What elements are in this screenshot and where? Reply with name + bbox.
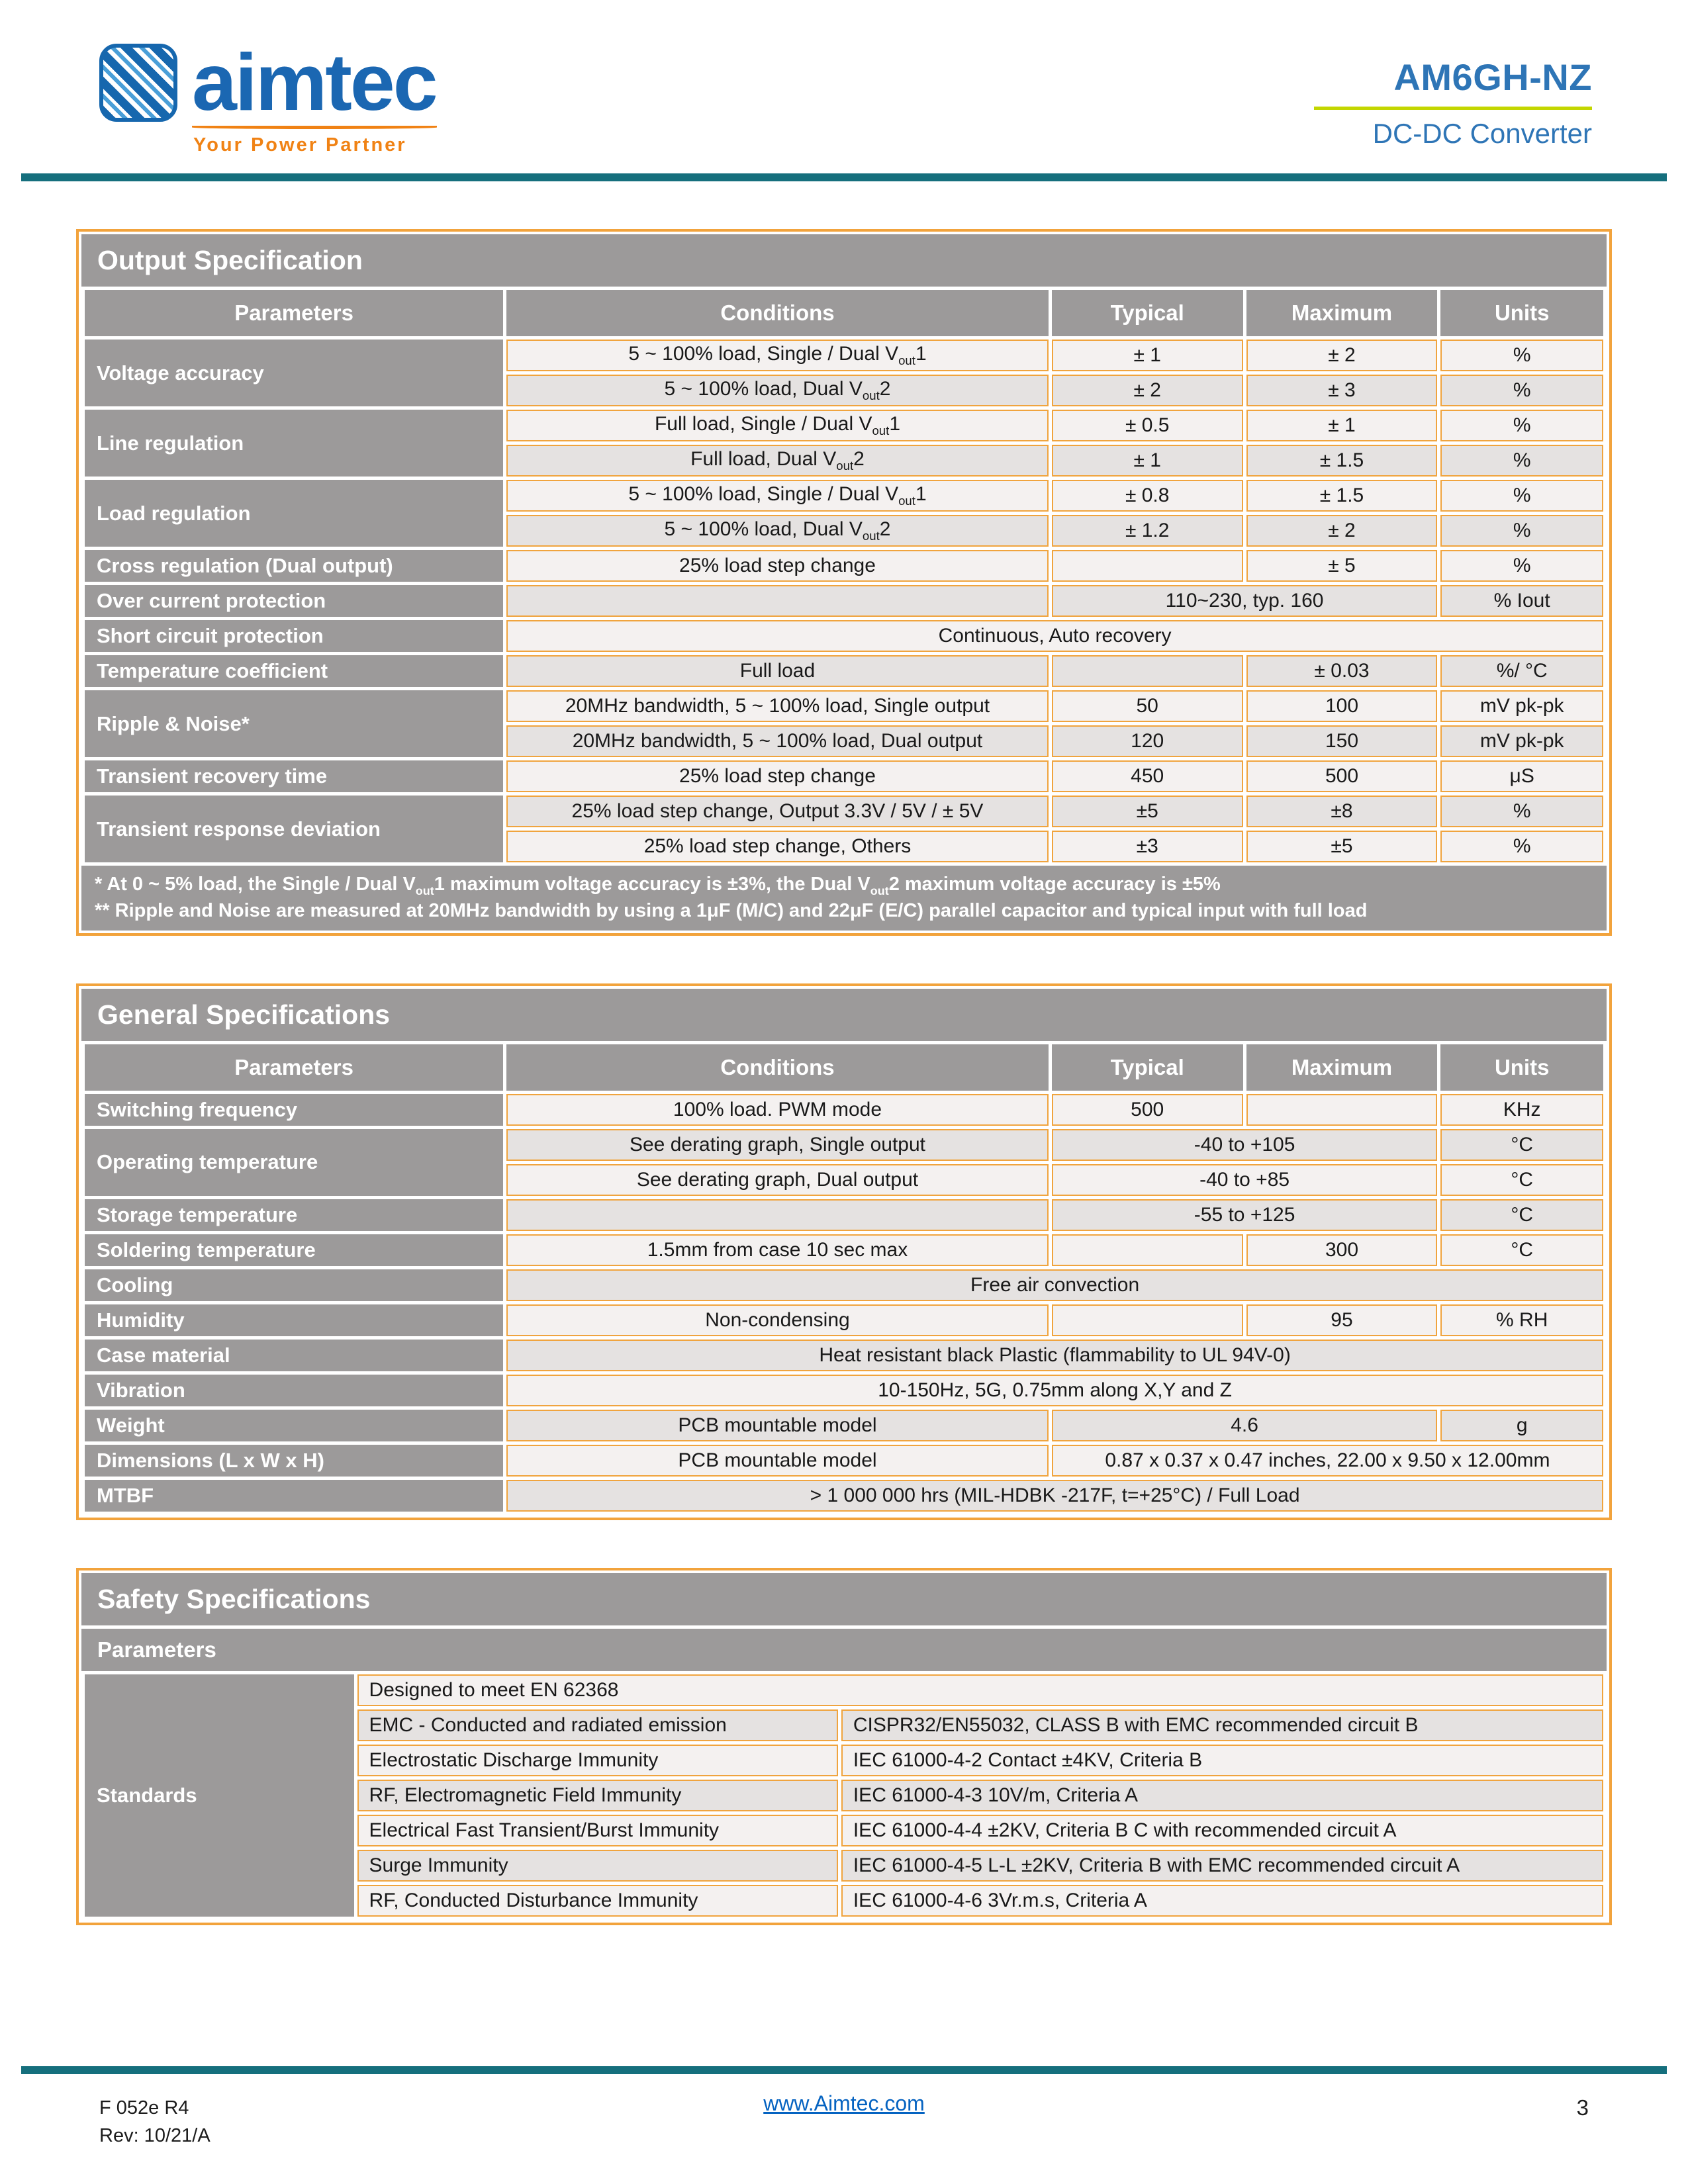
condition-cell: 25% load step change [506, 760, 1049, 792]
maximum-cell: ± 5 [1246, 550, 1438, 582]
header-divider [21, 173, 1667, 181]
table-row [85, 1410, 1603, 1441]
units-cell: % [1440, 410, 1603, 441]
value-cell: Free air convection [506, 1269, 1603, 1301]
param-line-regulation: Line regulation [85, 410, 503, 477]
units-cell: °C [1440, 1129, 1603, 1161]
typical-cell: ± 1 [1052, 340, 1243, 371]
typical-cell [1052, 1234, 1243, 1266]
product-model: AM6GH-NZ [1393, 56, 1592, 98]
col-header-typical: Typical [1052, 290, 1243, 336]
page-header [0, 0, 1688, 156]
param-switching-frequency: Switching frequency [85, 1094, 503, 1126]
value-cell: Continuous, Auto recovery [506, 620, 1603, 652]
standard-value-cell: IEC 61000-4-5 L-L ±2KV, Criteria B with EMC recommended circuit A [841, 1850, 1603, 1882]
doc-number: F 052e R4 [99, 2097, 189, 2118]
condition-cell: 20MHz bandwidth, 5 ~ 100% load, Single output [506, 690, 1049, 722]
units-cell: % [1440, 375, 1603, 406]
units-cell: % [1440, 445, 1603, 477]
condition-cell: 25% load step change, Output 3.3V / 5V / ± 5V [506, 796, 1049, 827]
param-dimensions: Dimensions (L x W x H) [85, 1445, 503, 1477]
maximum-cell: ±5 [1246, 831, 1438, 862]
aimtec-logo-icon [99, 44, 177, 122]
standard-cell: Surge Immunity [357, 1850, 838, 1882]
param-short-circuit-protection: Short circuit protection [85, 620, 503, 652]
footnote-1: * At 0 ~ 5% load, the Single / Dual $V_{out}1$ maximum voltage accuracy is ±3%, the Dual $V_{out}2$ maximum voltage accuracy is ±5% [95, 874, 1221, 897]
param-over-current-protection: Over current protection [85, 585, 503, 617]
table-row [85, 480, 1603, 512]
document-info [99, 2094, 211, 2150]
header-row [85, 1044, 1603, 1091]
aimtec-logo [99, 37, 437, 156]
table-row [85, 655, 1603, 687]
condition-cell: 20MHz bandwidth, 5 ~ 100% load, Dual output [506, 725, 1049, 757]
units-cell: °C [1440, 1199, 1603, 1231]
standard-value-cell: IEC 61000-4-3 10V/m, Criteria A [841, 1780, 1603, 1811]
condition-cell: 5 ~ 100% load, Single / Dual $V_{out}1$ [506, 340, 1049, 371]
units-cell: mV pk-pk [1440, 690, 1603, 722]
safety-spec-section [76, 1568, 1612, 1925]
maximum-cell: ± 1 [1246, 410, 1438, 441]
col-header-typical: Typical [1052, 1044, 1243, 1091]
condition-cell: Full load, Single / Dual $V_{out}1$ [506, 410, 1049, 441]
typical-cell: 450 [1052, 760, 1243, 792]
aimtec-website-link[interactable]: www.Aimtec.com [763, 2091, 925, 2115]
typical-cell: 50 [1052, 690, 1243, 722]
condition-cell: Non-condensing [506, 1304, 1049, 1336]
standard-value-cell: IEC 61000-4-2 Contact ±4KV, Criteria B [841, 1745, 1603, 1776]
col-header-parameters: Parameters [85, 290, 503, 336]
maximum-cell: ± 2 [1246, 340, 1438, 371]
model-underline [1314, 107, 1592, 110]
col-header-conditions: Conditions [506, 1044, 1049, 1091]
typical-cell: ±5 [1052, 796, 1243, 827]
condition-cell [506, 1199, 1049, 1231]
condition-cell: 5 ~ 100% load, Single / Dual $V_{out}1$ [506, 480, 1049, 512]
output-spec-table [81, 287, 1607, 866]
value-cell: > 1 000 000 hrs (MIL-HDBK -217F, t=+25°C) / Full Load [506, 1480, 1603, 1512]
standard-cell: Designed to meet EN 62368 [357, 1674, 1603, 1706]
typical-cell: ±3 [1052, 831, 1243, 862]
header-row [85, 290, 1603, 336]
units-cell: % [1440, 550, 1603, 582]
param-voltage-accuracy: Voltage accuracy [85, 340, 503, 406]
col-header-maximum: Maximum [1246, 290, 1438, 336]
units-cell: % [1440, 480, 1603, 512]
table-row [85, 1674, 1603, 1706]
table-row [85, 1234, 1603, 1266]
table-row [85, 796, 1603, 827]
table-row [85, 1269, 1603, 1301]
maximum-cell: 95 [1246, 1304, 1438, 1336]
units-cell: °C [1440, 1234, 1603, 1266]
typical-cell [1052, 655, 1243, 687]
maximum-cell: ± 1.5 [1246, 480, 1438, 512]
units-cell: % [1440, 340, 1603, 371]
value-cell: 0.87 x 0.37 x 0.47 inches, 22.00 x 9.50 x 12.00mm [1052, 1445, 1603, 1477]
condition-cell: See derating graph, Dual output [506, 1164, 1049, 1196]
param-case-material: Case material [85, 1340, 503, 1371]
page-number: 3 [1576, 2095, 1589, 2120]
output-spec-section [76, 229, 1612, 936]
maximum-cell [1246, 1094, 1438, 1126]
output-spec-notes [81, 866, 1607, 931]
aimtec-logo-wordmark: aimtec [192, 37, 436, 128]
table-row [85, 620, 1603, 652]
standard-cell: Electrostatic Discharge Immunity [357, 1745, 838, 1776]
param-mtbf: MTBF [85, 1480, 503, 1512]
units-cell: KHz [1440, 1094, 1603, 1126]
table-row [85, 1375, 1603, 1406]
value-cell: -40 to +85 [1052, 1164, 1438, 1196]
param-vibration: Vibration [85, 1375, 503, 1406]
param-soldering-temperature: Soldering temperature [85, 1234, 503, 1266]
param-temperature-coefficient: Temperature coefficient [85, 655, 503, 687]
col-header-maximum: Maximum [1246, 1044, 1438, 1091]
condition-cell: PCB mountable model [506, 1410, 1049, 1441]
param-humidity: Humidity [85, 1304, 503, 1336]
standard-value-cell: CISPR32/EN55032, CLASS B with EMC recommended circuit B [841, 1709, 1603, 1741]
units-cell: °C [1440, 1164, 1603, 1196]
table-row [85, 585, 1603, 617]
param-transient-recovery-time: Transient recovery time [85, 760, 503, 792]
product-type: DC-DC Converter [1372, 118, 1592, 149]
output-spec-title: Output Specification [81, 234, 1607, 287]
col-header-conditions: Conditions [506, 290, 1049, 336]
typical-cell: 120 [1052, 725, 1243, 757]
maximum-cell: ± 0.03 [1246, 655, 1438, 687]
safety-spec-title: Safety Specifications [81, 1573, 1607, 1625]
condition-cell [506, 585, 1049, 617]
table-row [85, 690, 1603, 722]
general-spec-title: General Specifications [81, 989, 1607, 1041]
header-product-block [1314, 44, 1592, 150]
table-row [85, 1304, 1603, 1336]
maximum-cell: ± 3 [1246, 375, 1438, 406]
table-row [85, 760, 1603, 792]
condition-cell: Full load [506, 655, 1049, 687]
maximum-cell: 500 [1246, 760, 1438, 792]
typical-cell: ± 2 [1052, 375, 1243, 406]
param-operating-temperature: Operating temperature [85, 1129, 503, 1196]
param-ripple-noise: Ripple & Noise* [85, 690, 503, 757]
standard-cell: Electrical Fast Transient/Burst Immunity [357, 1815, 838, 1846]
standard-value-cell: IEC 61000-4-4 ±2KV, Criteria B C with recommended circuit A [841, 1815, 1603, 1846]
units-cell: % [1440, 796, 1603, 827]
typical-cell: ± 1.2 [1052, 515, 1243, 547]
param-standards: Standards [85, 1674, 354, 1917]
param-weight: Weight [85, 1410, 503, 1441]
condition-cell: Full load, Dual $V_{out}2$ [506, 445, 1049, 477]
param-storage-temperature: Storage temperature [85, 1199, 503, 1231]
condition-cell: 25% load step change [506, 550, 1049, 582]
condition-cell: 5 ~ 100% load, Dual $V_{out}2$ [506, 375, 1049, 406]
safety-parameters-header: Parameters [81, 1629, 1607, 1671]
standard-cell: EMC - Conducted and radiated emission [357, 1709, 838, 1741]
table-row [85, 1445, 1603, 1477]
maximum-cell: ± 2 [1246, 515, 1438, 547]
units-cell: % Iout [1440, 585, 1603, 617]
typical-cell: 500 [1052, 1094, 1243, 1126]
typical-cell: ± 0.8 [1052, 480, 1243, 512]
footnote-2: ** Ripple and Noise are measured at 20MHz bandwidth by using a 1μF (M/C) and 22μF (E/C) parallel capacitor and typical input with full load [95, 900, 1368, 922]
page-footer [0, 2066, 1688, 2150]
standard-value-cell: IEC 61000-4-6 3Vr.m.s, Criteria A [841, 1885, 1603, 1917]
safety-spec-table [81, 1671, 1607, 1920]
col-header-units: Units [1440, 290, 1603, 336]
maximum-cell: ±8 [1246, 796, 1438, 827]
col-header-parameters: Parameters [85, 1044, 503, 1091]
value-cell: 4.6 [1052, 1410, 1438, 1441]
footer-divider [21, 2066, 1667, 2074]
table-row [85, 410, 1603, 441]
table-row [85, 1129, 1603, 1161]
table-row [85, 550, 1603, 582]
units-cell: g [1440, 1410, 1603, 1441]
logo-tagline: Your Power Partner [193, 134, 407, 156]
maximum-cell: ± 1.5 [1246, 445, 1438, 477]
units-cell: % RH [1440, 1304, 1603, 1336]
condition-cell: 1.5mm from case 10 sec max [506, 1234, 1049, 1266]
value-cell: -55 to +125 [1052, 1199, 1438, 1231]
general-spec-table [81, 1041, 1607, 1515]
condition-cell: 100% load. PWM mode [506, 1094, 1049, 1126]
units-cell: % [1440, 831, 1603, 862]
general-spec-section [76, 983, 1612, 1520]
param-cooling: Cooling [85, 1269, 503, 1301]
col-header-units: Units [1440, 1044, 1603, 1091]
table-row [85, 340, 1603, 371]
condition-cell: See derating graph, Single output [506, 1129, 1049, 1161]
value-cell: -40 to +105 [1052, 1129, 1438, 1161]
param-load-regulation: Load regulation [85, 480, 503, 547]
param-cross-regulation: Cross regulation (Dual output) [85, 550, 503, 582]
maximum-cell: 300 [1246, 1234, 1438, 1266]
table-row [85, 1480, 1603, 1512]
condition-cell: PCB mountable model [506, 1445, 1049, 1477]
maximum-cell: 150 [1246, 725, 1438, 757]
typical-cell: ± 1 [1052, 445, 1243, 477]
table-row [85, 1094, 1603, 1126]
value-cell: 110~230, typ. 160 [1052, 585, 1438, 617]
condition-cell: 5 ~ 100% load, Dual $V_{out}2$ [506, 515, 1049, 547]
typical-cell [1052, 550, 1243, 582]
units-cell: % [1440, 515, 1603, 547]
table-row [85, 1340, 1603, 1371]
typical-cell: ± 0.5 [1052, 410, 1243, 441]
table-row [85, 1199, 1603, 1231]
doc-revision: Rev: 10/21/A [99, 2124, 211, 2146]
maximum-cell: 100 [1246, 690, 1438, 722]
condition-cell: 25% load step change, Others [506, 831, 1049, 862]
units-cell: mV pk-pk [1440, 725, 1603, 757]
value-cell: 10-150Hz, 5G, 0.75mm along X,Y and Z [506, 1375, 1603, 1406]
standard-cell: RF, Electromagnetic Field Immunity [357, 1780, 838, 1811]
typical-cell [1052, 1304, 1243, 1336]
value-cell: Heat resistant black Plastic (flammability to UL 94V-0) [506, 1340, 1603, 1371]
units-cell: μS [1440, 760, 1603, 792]
param-transient-response-deviation: Transient response deviation [85, 796, 503, 862]
units-cell: %/ °C [1440, 655, 1603, 687]
standard-cell: RF, Conducted Disturbance Immunity [357, 1885, 838, 1917]
